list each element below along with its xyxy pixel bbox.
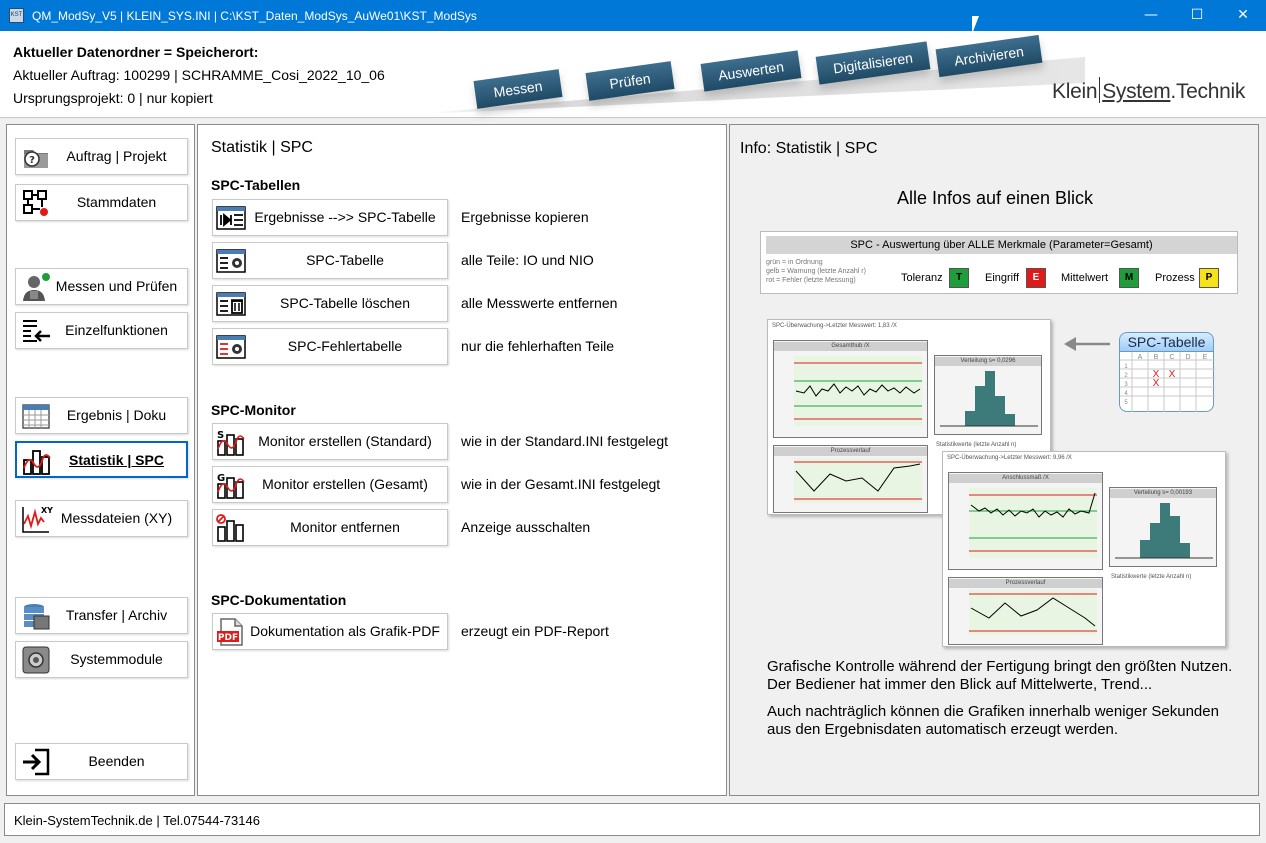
database-icon	[21, 601, 51, 631]
section-title-spc-dokumentation: SPC-Dokumentation	[211, 592, 347, 608]
preview1-run-svg	[774, 351, 929, 439]
spc-tabelle-label: SPC-Tabelle	[306, 252, 384, 268]
logo-part-system: System	[1102, 80, 1171, 103]
nav-auftrag-projekt-button[interactable]	[15, 138, 188, 175]
exit-icon	[21, 747, 51, 777]
nav-einzelfunktionen-label: Einzelfunktionen	[65, 322, 168, 338]
close-button[interactable]: ✕	[1237, 7, 1249, 23]
svg-text:PDF: PDF	[217, 633, 239, 643]
transfer-table-icon	[216, 203, 246, 233]
badge-label-eingriff: Eingriff	[985, 272, 1020, 284]
table-gear-icon	[216, 246, 246, 276]
monitor-entfernen-label: Monitor entfernen	[290, 519, 400, 535]
nav-systemmodule-label: Systemmodule	[70, 651, 163, 667]
ergebnisse-to-spc-button[interactable]	[212, 199, 448, 236]
preview2-run-svg	[949, 483, 1104, 571]
legend-yellow: gelb = Warnung (letzte Anzahl r)	[766, 268, 866, 275]
svg-text:E: E	[1202, 354, 1208, 361]
calendar-table-icon	[21, 401, 51, 431]
svg-text:?: ?	[29, 155, 35, 166]
legend-green: grün = in Ordnung	[766, 259, 823, 266]
nav-messdateien-button[interactable]	[15, 500, 188, 537]
monitor-gesamt-label: Monitor erstellen (Gesamt)	[262, 476, 428, 492]
svg-text:B: B	[1153, 354, 1159, 361]
info-text-1: Grafische Kontrolle während der Fertigung bringt den größten Nutzen. Der Bediener hat immer den Blick auf Mittelwerte, Trend...	[767, 658, 1233, 693]
monitor-gesamt-button[interactable]	[212, 466, 448, 503]
preview2-run-title: Anschlussmaß /X	[949, 474, 1102, 483]
page-title: Statistik | SPC	[211, 139, 313, 156]
svg-text:3: 3	[1124, 382, 1128, 388]
badge-eingriff: E	[1026, 268, 1046, 288]
badge-toleranz: T	[949, 268, 969, 288]
status-box	[4, 803, 1260, 836]
nav-beenden-label: Beenden	[88, 753, 145, 769]
maximize-button[interactable]: ☐	[1190, 7, 1204, 23]
nav-ergebnis-doku-label: Ergebnis | Doku	[66, 407, 167, 423]
spc-tabelle-button[interactable]	[212, 242, 448, 279]
preview1-run-title: Gesamthub /X	[774, 342, 927, 351]
status-bar	[0, 799, 1266, 843]
logo-part-klein: Klein	[1052, 80, 1098, 103]
svg-text:2: 2	[1124, 373, 1128, 379]
app-icon: KST	[9, 8, 24, 23]
svg-text:1: 1	[1124, 364, 1128, 370]
monitor-standard-desc: wie in der Standard.INI festgelegt	[461, 433, 669, 449]
info-headline: Alle Infos auf einen Blick	[896, 188, 1094, 208]
title-bar	[0, 0, 1266, 31]
preview1-proc-svg	[774, 456, 929, 514]
svg-text:XY: XY	[41, 506, 53, 515]
folder-help-icon	[21, 142, 51, 172]
monitor-standard-button[interactable]	[212, 423, 448, 460]
nav-stammdaten-label: Stammdaten	[76, 194, 157, 210]
status-text: Klein-SystemTechnik.de | Tel.07544-73146	[14, 813, 260, 828]
monitor-standard-label: Monitor erstellen (Standard)	[258, 433, 432, 449]
operator-icon	[21, 272, 51, 302]
pdf-dokumentation-button[interactable]	[212, 613, 448, 650]
preview2-histogram	[1109, 487, 1217, 567]
spc-tabelle-loeschen-button[interactable]	[212, 285, 448, 322]
preview2-stats-title: Statistikwerte (letzte Anzahl n)	[1111, 574, 1192, 580]
badge-prozess: P	[1199, 268, 1219, 288]
badge-label-toleranz: Toleranz	[901, 272, 943, 284]
nav-stammdaten-button[interactable]	[15, 184, 188, 221]
svg-text:S: S	[217, 430, 225, 441]
svg-text:X: X	[1168, 369, 1176, 380]
banner-tab-messen: Messen	[473, 69, 562, 109]
spc-fehlertabelle-desc: nur die fehlerhaften Teile	[461, 338, 615, 354]
nav-messen-pruefen-button[interactable]	[15, 268, 188, 305]
preview2-process-chart	[948, 577, 1103, 645]
preview1-run-chart	[773, 340, 928, 438]
nav-einzelfunktionen-button[interactable]	[15, 312, 188, 349]
table-delete-icon	[216, 289, 246, 319]
company-logo: Klein System.Technik	[1052, 77, 1245, 104]
nav-transfer-archiv-label: Transfer | Archiv	[65, 607, 168, 623]
preview1-hist-title: Verteilung s= 0,0296	[935, 357, 1041, 366]
badge-mittelwert: M	[1119, 268, 1139, 288]
preview1-histogram	[934, 355, 1042, 435]
preview2-hist-svg	[1110, 498, 1218, 568]
preview2-run-chart	[948, 472, 1103, 570]
banner-tab-pruefen: Prüfen	[585, 61, 674, 101]
preview2-proc-svg	[949, 588, 1104, 646]
process-banner	[425, 43, 1085, 113]
nav-messdateien-label: Messdateien (XY)	[60, 510, 173, 526]
origin-project: Ursprungsprojekt: 0 | nur kopiert	[13, 90, 213, 106]
spc-table-graphic-title: SPC-Tabelle	[1119, 332, 1214, 352]
preview2-hist-title: Verteilung s= 0,00193	[1110, 489, 1216, 498]
preview1-caption: SPC-Überwachung->Letzter Messwert: 1,83 /X	[772, 323, 897, 329]
pdf-dokumentation-desc: erzeugt ein PDF-Report	[461, 623, 609, 639]
content-panel	[197, 124, 727, 796]
spc-fehlertabelle-button[interactable]	[212, 328, 448, 365]
ergebnisse-to-spc-label: Ergebnisse -->> SPC-Tabelle	[254, 209, 436, 225]
info-text-2: Auch nachträglich können die Grafiken innerhalb weniger Sekunden aus den Ergebnisdaten automatisch erzeugt werden.	[767, 703, 1219, 738]
spc-monitor-preview-2	[942, 451, 1226, 647]
monitor-entfernen-desc: Anzeige ausschalten	[461, 519, 591, 535]
nav-systemmodule-button[interactable]	[15, 641, 188, 678]
svg-text:D: D	[1185, 354, 1191, 361]
spc-tabelle-loeschen-label: SPC-Tabelle löschen	[280, 295, 410, 311]
gear-box-icon	[21, 645, 51, 675]
monitor-remove-icon	[216, 513, 246, 543]
nav-beenden-button[interactable]	[15, 743, 188, 780]
minimize-button[interactable]: —	[1144, 7, 1158, 23]
banner-tab-digitalisieren: Digitalisieren	[816, 41, 931, 84]
svg-text:4: 4	[1124, 391, 1128, 397]
spc-tabelle-desc: alle Teile: IO und NIO	[461, 252, 594, 268]
legend-red: rot = Fehler (letzte Messung)	[766, 277, 856, 284]
structure-icon	[21, 188, 51, 218]
info-title: Info: Statistik | SPC	[740, 140, 878, 157]
nav-transfer-archiv-button[interactable]	[15, 597, 188, 634]
monitor-gesamt-desc: wie in der Gesamt.INI festgelegt	[461, 476, 661, 492]
svg-text:5: 5	[1124, 400, 1128, 406]
preview1-proc-title: Prozessverlauf	[774, 447, 927, 456]
current-order: Aktueller Auftrag: 100299 | SCHRAMME_Cosi_2022_10_06	[13, 67, 385, 83]
svg-text:A: A	[1137, 354, 1143, 361]
spc-status-strip	[760, 231, 1238, 294]
preview2-caption: SPC-Überwachung->Letzter Messwert: 9,96 /X	[947, 455, 1072, 461]
bar-chart-icon	[22, 446, 52, 476]
monitor-entfernen-button[interactable]	[212, 509, 448, 546]
navigation-panel	[6, 124, 195, 796]
monitor-gesamt-icon	[216, 470, 246, 500]
preview1-stats-title: Statistikwerte (letzte Anzahl n)	[936, 442, 1017, 448]
spc-table-graphic-grid	[1119, 352, 1214, 412]
section-title-spc-monitor: SPC-Monitor	[211, 402, 296, 418]
preview2-proc-title: Prozessverlauf	[949, 579, 1102, 588]
pdf-file-icon	[216, 617, 246, 647]
pdf-dokumentation-label: Dokumentation als Grafik-PDF	[250, 623, 440, 639]
spc-strip-title: SPC - Auswertung über ALLE Merkmale (Parameter=Gesamt)	[766, 236, 1237, 254]
banner-tab-auswerten: Auswerten	[701, 50, 802, 91]
nav-messen-pruefen-label: Messen und Prüfen	[55, 278, 178, 294]
data-folder-label: Aktueller Datenordner = Speicherort:	[13, 44, 259, 60]
nav-statistik-spc-button[interactable]	[15, 441, 188, 478]
list-arrow-icon	[21, 316, 51, 346]
preview1-process-chart	[773, 445, 928, 513]
logo-part-technik: Technik	[1175, 80, 1246, 103]
nav-ergebnis-doku-button[interactable]	[15, 397, 188, 434]
info-panel	[729, 124, 1259, 796]
nav-statistik-spc-label: Statistik | SPC	[69, 452, 164, 468]
monitor-standard-icon	[216, 427, 246, 457]
window-title: QM_ModSy_V5 | KLEIN_SYS.INI | C:\KST_Daten_ModSys_AuWe01\KST_ModSys	[32, 9, 477, 23]
banner-tab-archivieren: Archivieren	[936, 35, 1043, 77]
spc-table-graphic	[1119, 332, 1214, 412]
spc-strip-legend	[766, 258, 886, 285]
arrow-left-icon	[1062, 333, 1112, 355]
badge-label-prozess: Prozess	[1155, 272, 1195, 284]
xy-curve-icon	[21, 504, 51, 534]
header	[0, 31, 1266, 118]
spc-table-grid-svg	[1120, 352, 1215, 412]
svg-text:X: X	[1152, 378, 1160, 389]
nav-auftrag-projekt-label: Auftrag | Projekt	[66, 148, 167, 164]
spc-tabelle-loeschen-desc: alle Messwerte entfernen	[461, 295, 618, 311]
error-table-icon	[216, 332, 246, 362]
ergebnisse-to-spc-desc: Ergebnisse kopieren	[461, 209, 589, 225]
preview1-hist-svg	[935, 366, 1043, 436]
svg-text:X: X	[1152, 369, 1160, 380]
svg-text:C: C	[1169, 354, 1175, 361]
svg-text:G: G	[217, 473, 226, 484]
spc-fehlertabelle-label: SPC-Fehlertabelle	[287, 338, 403, 354]
section-title-spc-tabellen: SPC-Tabellen	[211, 177, 301, 193]
badge-label-mittelwert: Mittelwert	[1061, 272, 1109, 284]
